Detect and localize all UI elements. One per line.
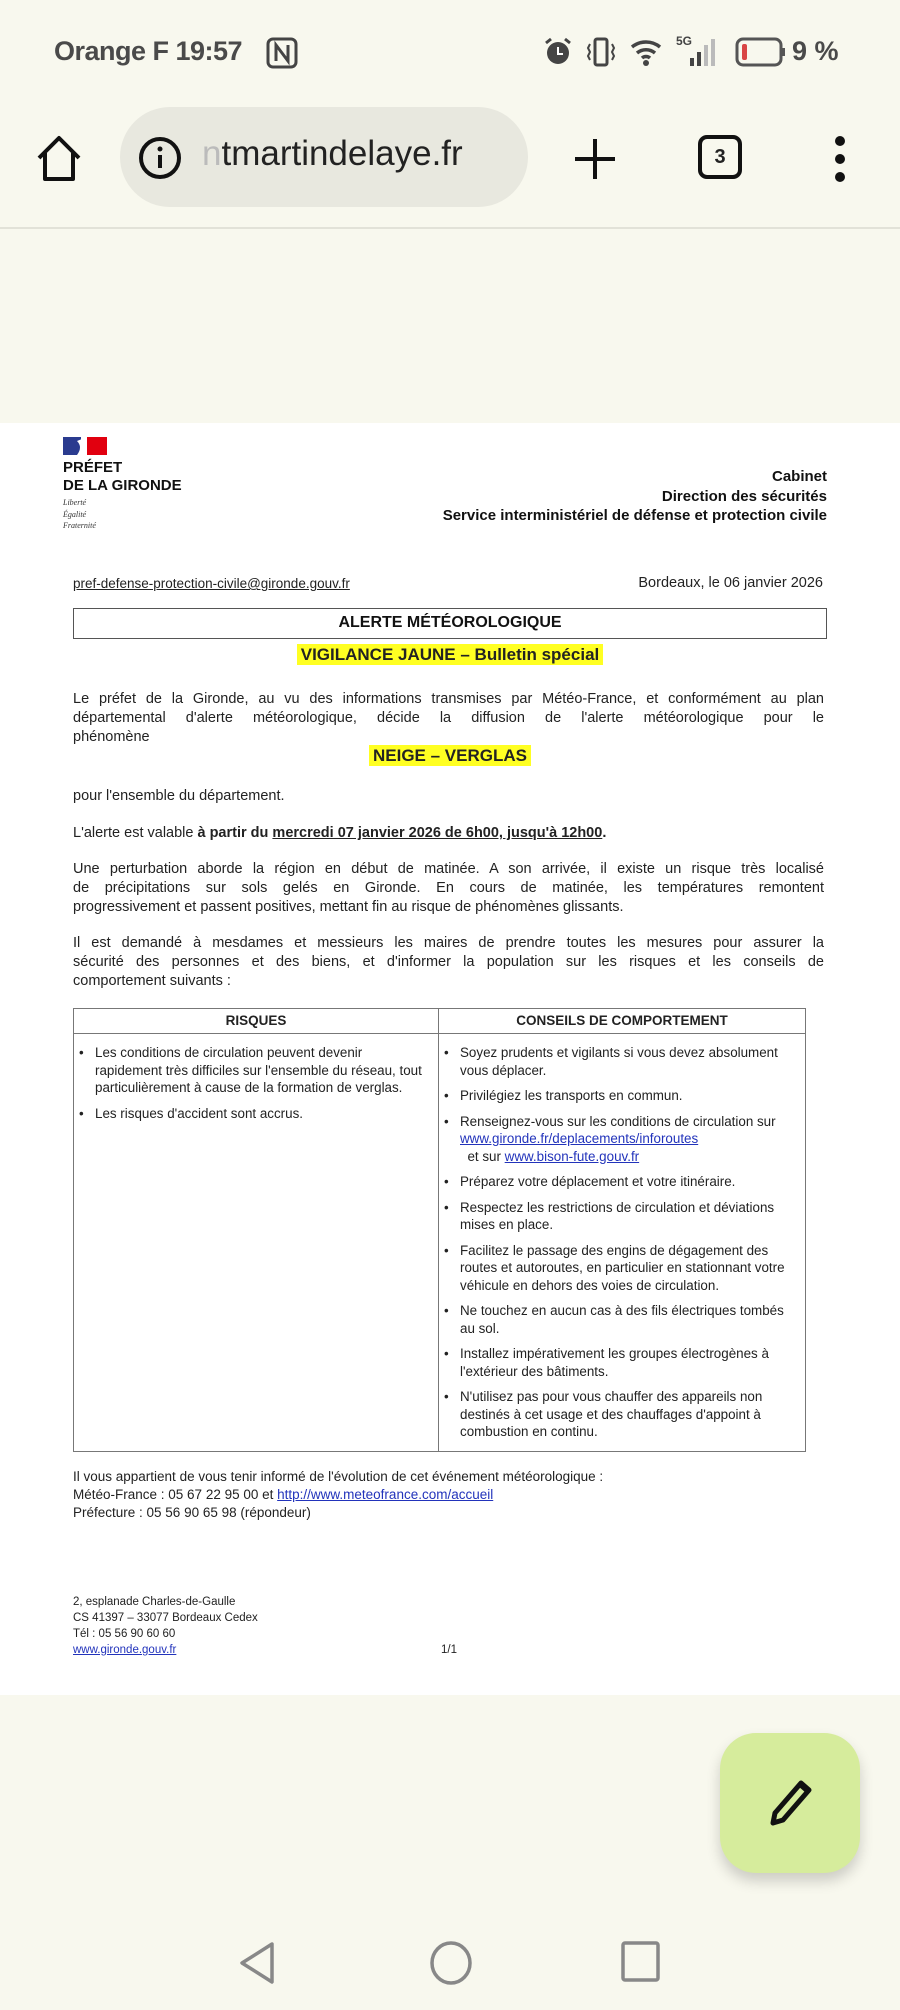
alarm-icon — [543, 37, 573, 67]
vibrate-icon — [585, 36, 617, 68]
advice-item: • Facilitez le passage des engins de dégagement des routes et autoroutes, en particulier en stationnant votre véhicule en dehors des voies de circulation. — [443, 1242, 799, 1295]
advice-item: • Privilégiez les transports en commun. — [443, 1087, 799, 1105]
battery-percent: 9 % — [792, 36, 839, 66]
risks-advice-table — [73, 1008, 806, 1452]
prefet-logo-text: PRÉFET DE LA GIRONDE — [63, 459, 182, 494]
back-nav-icon[interactable] — [238, 1940, 278, 1986]
new-tab-icon[interactable] — [573, 137, 617, 181]
vigilance-level: VIGILANCE JAUNE – Bulletin spécial — [0, 645, 900, 665]
pencil-icon — [765, 1775, 815, 1831]
advice-item: • Soyez prudents et vigilants si vous devez absolument vous déplacer. — [443, 1044, 799, 1079]
marianne-logo-icon — [63, 437, 109, 455]
edit-fab-button[interactable] — [720, 1733, 860, 1873]
advice-item: • Ne touchez en aucun cas à des fils électriques tombés au sol. — [443, 1302, 799, 1337]
battery-icon — [735, 36, 787, 68]
validity-text: L'alerte est valable à partir du mercredi 07 janvier 2026 de 6h00, jusqu'à 12h00. — [73, 825, 607, 841]
advice-header: CONSEILS DE COMPORTEMENT — [439, 1009, 806, 1034]
network-type: 5G — [676, 34, 693, 48]
url-text[interactable]: ntmartindelaye.fr — [202, 134, 463, 173]
toolbar-divider — [0, 227, 900, 229]
bison-fute-link[interactable]: www.bison-fute.gouv.fr — [504, 1148, 640, 1164]
status-carrier-time: Orange F 19:57 — [54, 36, 243, 66]
alert-title: ALERTE MÉTÉOROLOGIQUE — [73, 608, 827, 639]
tab-switcher-button[interactable]: 3 — [698, 135, 742, 179]
advice-item: • N'utilisez pas pour vous chauffer des appareils non destinés à cet usage et des chauffages d'appoint à combustion en continu. — [443, 1388, 799, 1441]
advice-item: • Renseignez-vous sur les conditions de circulation sur www.gironde.fr/deplacements/inforoutes et sur www.bison-fute.gouv.fr — [443, 1113, 799, 1166]
more-menu-icon[interactable] — [830, 134, 850, 184]
inforoutes-link[interactable]: www.gironde.fr/deplacements/inforoutes — [460, 1131, 699, 1146]
home-icon[interactable] — [34, 134, 84, 184]
risks-cell — [74, 1034, 439, 1452]
recents-nav-icon[interactable] — [620, 1940, 662, 1984]
phenomenon-label: NEIGE – VERGLAS — [0, 746, 900, 766]
advice-cell — [439, 1034, 806, 1452]
email-link[interactable]: pref-defense-protection-civile@gironde.gouv.fr — [73, 576, 350, 591]
issuer-header: Cabinet Direction des sécurités Service interministériel de défense et protection civile — [442, 468, 827, 524]
signal-icon — [676, 36, 722, 68]
risks-header: RISQUES — [74, 1009, 439, 1034]
advice-item: • Installez impérativement les groupes électrogènes à l'extérieur des bâtiments. — [443, 1345, 799, 1380]
gironde-website-link[interactable]: www.gironde.gouv.fr — [73, 1644, 177, 1656]
page-number: 1/1 — [441, 1644, 457, 1656]
home-nav-icon[interactable] — [429, 1940, 473, 1986]
request-paragraph: Il est demandé à mesdames et messieurs les maires de prendre toutes les mesures pour assurer la sécurité des personnes et des biens, et d'informer la population sur les risques et les conseils de comportement suivants : — [73, 935, 824, 989]
advice-item: • Préparez votre déplacement et votre itinéraire. — [443, 1173, 799, 1191]
intro-paragraph: Le préfet de la Gironde, au vu des informations transmises par Météo-France, et conformément au plan départemental d'alerte météorologique, décide la diffusion de l'alerte météorologique pour le phénomène — [73, 691, 824, 745]
contact-info: Il vous appartient de vous tenir informé de l'évolution de cet événement météorologique : Météo-France : 05 67 22 95 00 et http://www.meteofrance.com/accueil Préfecture : 05 56 90 65 98 (répondeur) — [73, 1469, 604, 1520]
risk-item: • Les risques d'accident sont accrus. — [78, 1105, 432, 1123]
scope-text: pour l'ensemble du département. — [73, 788, 285, 804]
wifi-icon — [630, 36, 666, 68]
republic-motto: Liberté Égalité Fraternité — [63, 498, 96, 530]
nfc-icon — [266, 37, 300, 69]
meteofrance-link[interactable]: http://www.meteofrance.com/accueil — [277, 1487, 494, 1502]
prefecture-address: 2, esplanade Charles-de-Gaulle CS 41397 – 33077 Bordeaux Cedex Tél : 05 56 90 60 60 www.gironde.gouv.fr — [73, 1596, 258, 1656]
risk-item: • Les conditions de circulation peuvent devenir rapidement très difficiles sur l'ensemble du réseau, tout particulièrement à cause de la formation de verglas. — [78, 1044, 432, 1097]
site-info-icon[interactable] — [138, 136, 182, 180]
situation-paragraph: Une perturbation aborde la région en début de matinée. A son arrivée, il existe un risque très localisé de précipitations sur sols gelés en Gironde. En cours de matinée, les températures remontent progressivement et passent positives, mettant fin au risque de phénomènes glissants. — [73, 861, 824, 915]
advice-item: • Respectez les restrictions de circulation et déviations mises en place. — [443, 1199, 799, 1234]
document-date: Bordeaux, le 06 janvier 2026 — [638, 575, 823, 591]
